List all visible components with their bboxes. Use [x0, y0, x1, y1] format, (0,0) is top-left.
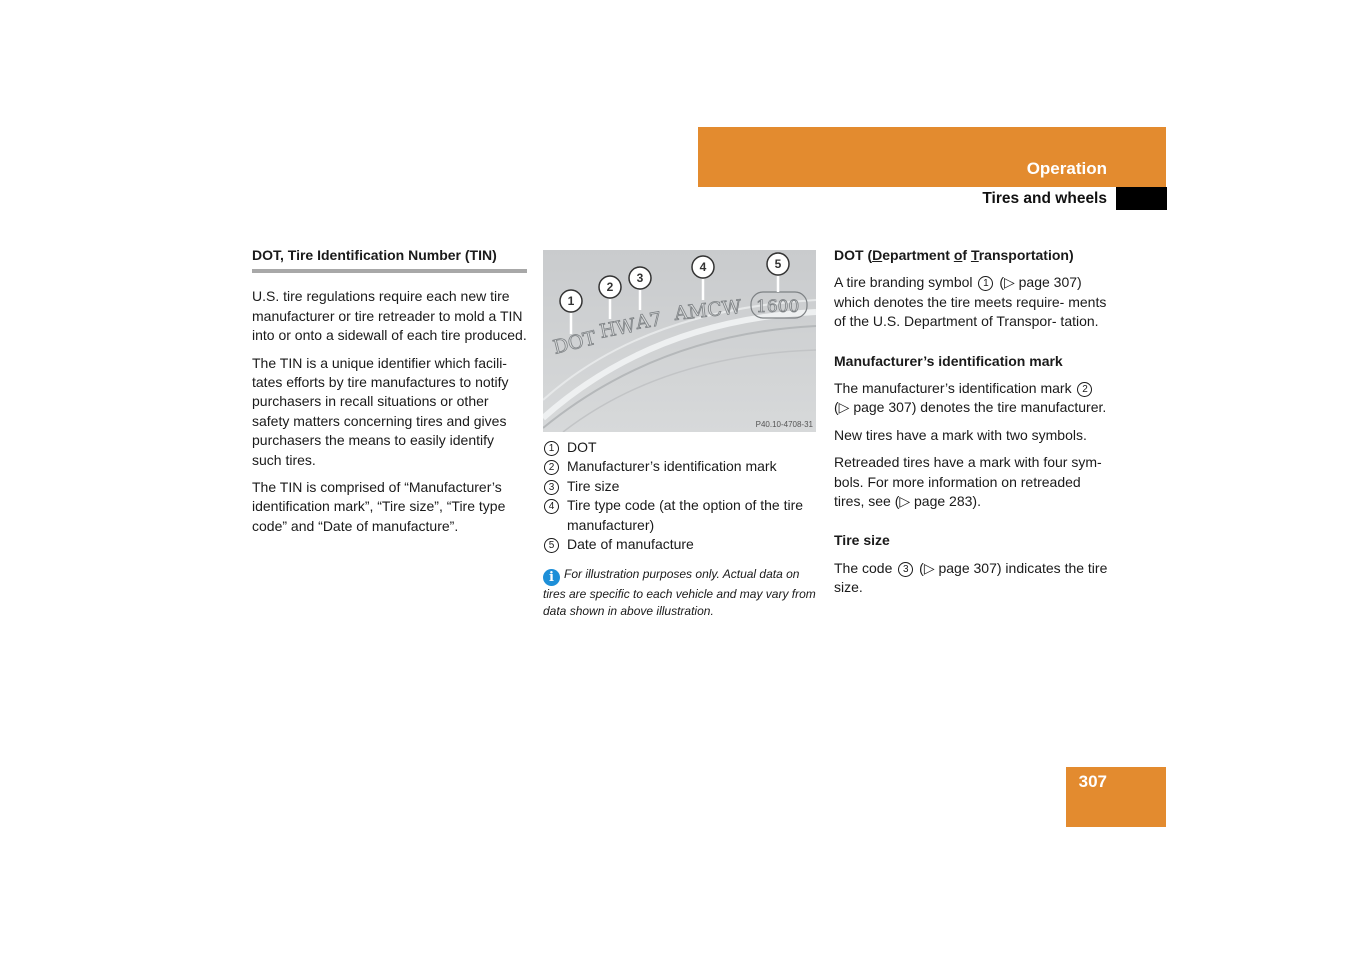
legend-text: Date of manufacture	[567, 536, 694, 553]
marking-amcw: AMCW	[673, 296, 743, 325]
legend-item	[543, 477, 818, 496]
middle-column	[543, 250, 818, 619]
page-number: 307	[1078, 772, 1107, 791]
legend-number: 5	[544, 538, 559, 553]
info-note	[543, 566, 818, 619]
info-note-text: For illustration purposes only. Actual data on tires are specific to each vehicle and may vary from data shown in above illustration.	[543, 567, 816, 618]
subsection-title: Tires and wheels	[982, 190, 1107, 207]
legend-text: Tire size	[567, 477, 620, 494]
legend-number: 2	[544, 460, 559, 475]
paragraph: The TIN is a unique identifier which facili- tates efforts by tire manufactures to notify purchasers in recall situations or other safety matters concerning tires and gives purchasers the means to easily identify such tires.	[252, 354, 509, 468]
ref-number: 2	[1077, 382, 1092, 397]
section-tab-marker	[1116, 187, 1167, 210]
marking-hw: HW	[597, 314, 638, 343]
marking-a7: A7	[634, 308, 664, 334]
header-bar	[698, 127, 1166, 187]
legend-number: 4	[544, 499, 559, 514]
legend-text: Tire type code (at the option of the tire manufacturer)	[567, 497, 804, 533]
legend-text: Manufacturer’s identification mark	[567, 458, 777, 475]
legend-item	[543, 535, 818, 554]
left-column	[252, 246, 527, 544]
callout-1-label: 1	[567, 294, 575, 308]
legend-number: 1	[544, 441, 559, 456]
callout-4-label: 4	[699, 260, 707, 274]
tire-size-heading: Tire size	[834, 532, 890, 549]
paragraph: A tire branding symbol 1 (▷ page 307) which denotes the tire meets require- ments of the U.S. Department of Transpor- tation.	[834, 274, 1107, 330]
legend-number: 3	[544, 480, 559, 495]
marking-dot: DOT	[550, 326, 599, 359]
mfr-heading: Manufacturer’s identification mark	[834, 352, 1063, 369]
dot-heading: DOT (Department of Transportation)	[834, 247, 1074, 263]
paragraph: The code 3 (▷ page 307) indicates the tire size.	[834, 559, 1108, 596]
figure-ref-code: P40.10-4708-31	[755, 420, 813, 429]
callout-3-label: 3	[636, 271, 644, 285]
legend-item	[543, 457, 818, 476]
paragraph: New tires have a mark with two symbols.	[834, 426, 1087, 443]
right-column	[834, 246, 1110, 606]
ref-number: 3	[898, 562, 913, 577]
ref-number: 1	[978, 276, 993, 291]
legend-text: DOT	[567, 439, 597, 455]
marking-date: 1600	[756, 297, 800, 317]
paragraph: The manufacturer’s identification mark 2 (▷ page 307) denotes the tire manufacturer.	[834, 380, 1107, 416]
info-icon: i	[543, 569, 560, 586]
paragraph: The TIN is comprised of “Manufacturer’s identification mark”, “Tire size”, “Tire type code” and “Date of manufacture”.	[252, 479, 506, 534]
callout-2-label: 2	[606, 280, 614, 294]
tire-sidewall-illustration	[543, 250, 816, 432]
section-title: Operation	[1026, 159, 1107, 178]
section-heading: DOT, Tire Identification Number (TIN)	[252, 246, 527, 273]
paragraph: U.S. tire regulations require each new tire manufacturer or tire retreader to mold a TIN into or onto a sidewall of each tire produced.	[252, 288, 527, 344]
paragraph: Retreaded tires have a mark with four sym- bols. For more information on retreaded tires, see (▷ page 283).	[834, 454, 1102, 510]
legend-item	[543, 438, 818, 457]
page-number-box	[1066, 767, 1166, 827]
legend-item	[543, 496, 818, 535]
callout-5-label: 5	[774, 257, 782, 271]
figure-legend	[543, 438, 818, 554]
